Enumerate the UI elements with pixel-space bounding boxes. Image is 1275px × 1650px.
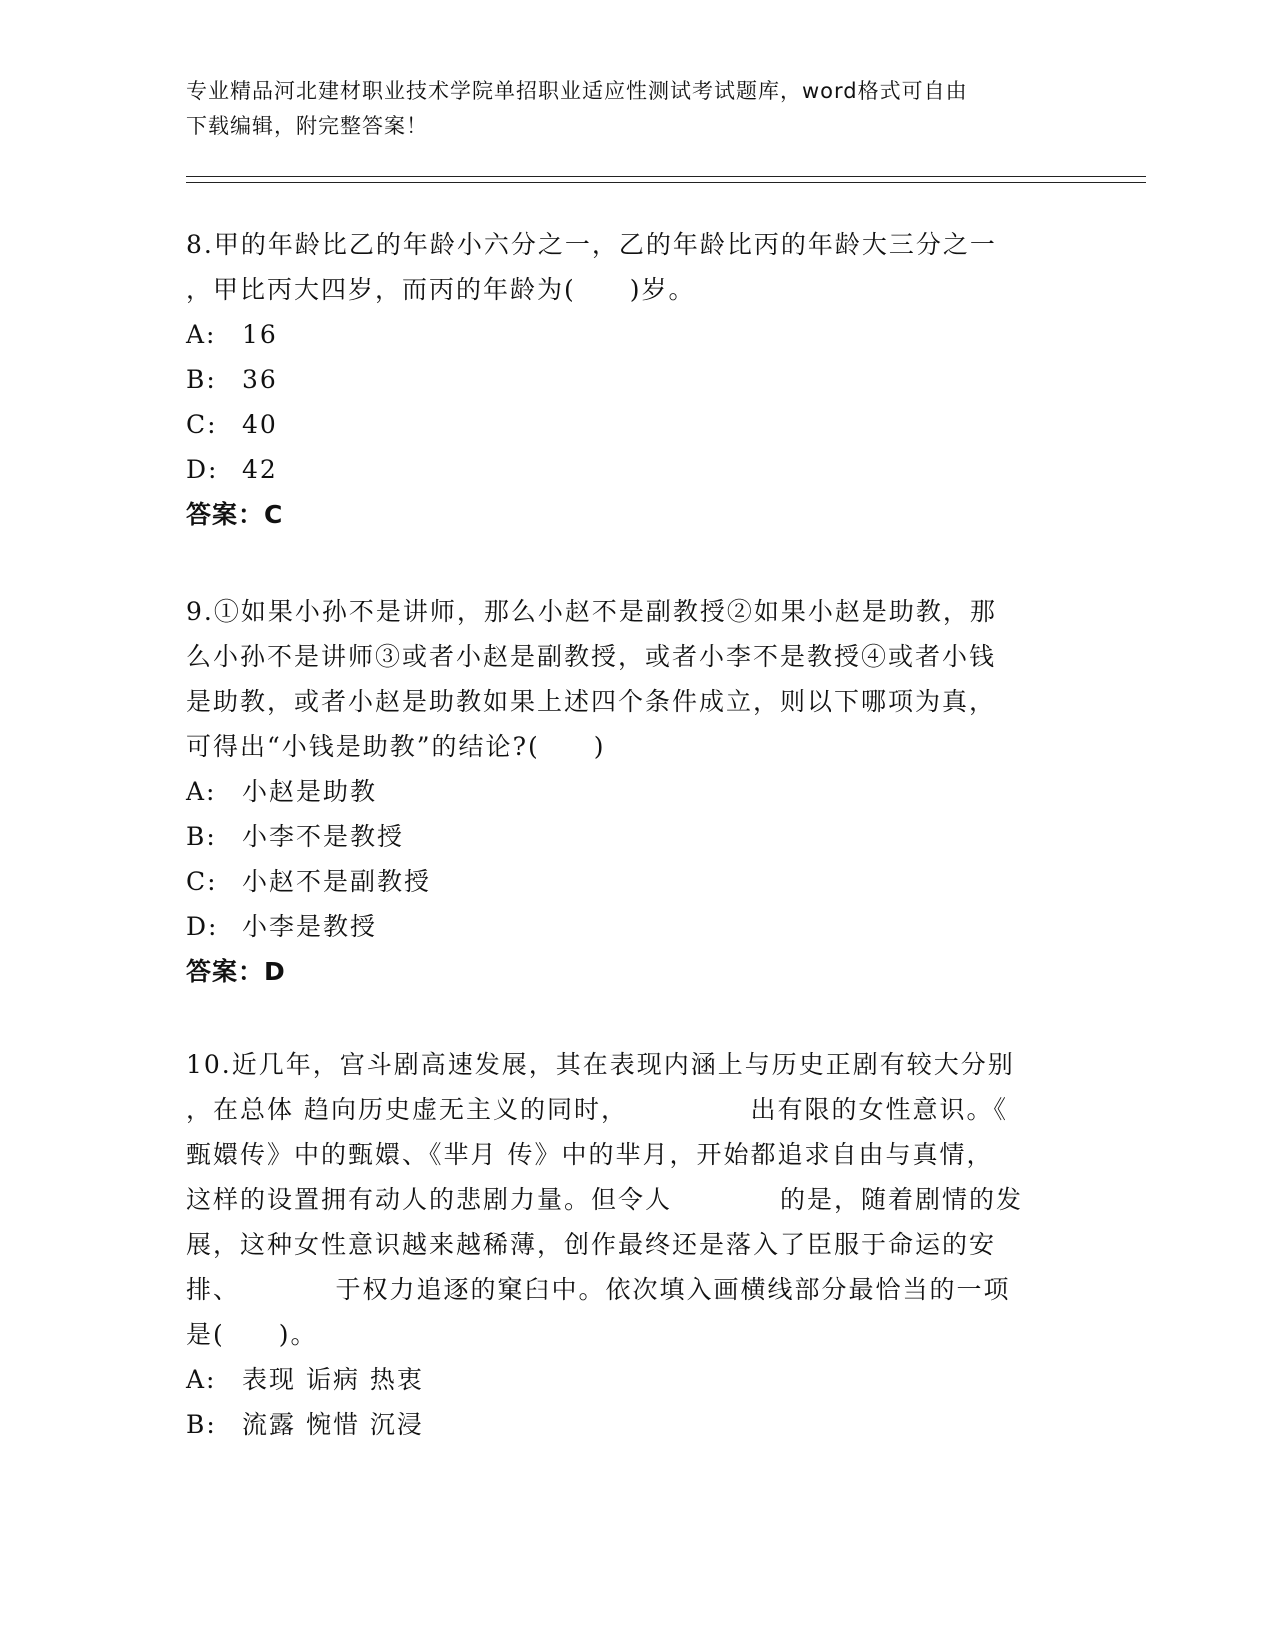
option-text: 40	[242, 410, 278, 439]
question-10-line-2: ，在总体 趋向历史虚无主义的同时， 出有限的女性意识。《	[186, 1095, 1008, 1124]
question-9-option-b	[186, 814, 1066, 859]
question-9-line-1: 9.①如果小孙不是讲师，那么小赵不是副教授②如果小赵是助教，那	[186, 597, 997, 626]
option-text: 小李不是教授	[242, 822, 405, 851]
option-text: 小赵不是副教授	[242, 867, 432, 896]
option-letter: C:	[186, 867, 218, 896]
question-9	[186, 589, 1066, 994]
option-letter: B:	[186, 1410, 217, 1439]
question-10-line-5: 展，这种女性意识越来越稀薄，创作最终还是落入了臣服于命运的安	[186, 1230, 997, 1259]
option-text: 流露 惋惜 沉浸	[242, 1410, 424, 1439]
option-text: 36	[242, 365, 278, 394]
question-10	[186, 1042, 1066, 1447]
question-10-line-6: 排、 于权力追逐的窠臼中。依次填入画横线部分最恰当的一项	[186, 1275, 1011, 1304]
question-8-option-c	[186, 402, 1066, 447]
option-text: 小李是教授	[242, 912, 378, 941]
question-9-option-a	[186, 769, 1066, 814]
question-9-option-c	[186, 859, 1066, 904]
option-letter: B:	[186, 365, 217, 394]
question-9-line-3: 是助教，或者小赵是助教如果上述四个条件成立，则以下哪项为真，	[186, 687, 997, 716]
document-header	[186, 74, 1066, 144]
option-letter: D:	[186, 912, 219, 941]
question-8-answer: 答案：C	[186, 500, 284, 529]
question-9-answer: 答案：D	[186, 957, 286, 986]
question-8-option-d	[186, 447, 1066, 492]
question-8-option-a	[186, 312, 1066, 357]
question-10-option-a	[186, 1357, 1066, 1402]
option-text: 小赵是助教	[242, 777, 378, 806]
option-letter: C:	[186, 410, 218, 439]
question-10-line-7: 是( )。	[186, 1320, 318, 1349]
header-line-2: 下载编辑，附完整答案！	[186, 114, 428, 138]
question-10-line-1: 10.近几年，宫斗剧高速发展，其在表现内涵上与历史正剧有较大分别	[186, 1050, 1015, 1079]
option-text: 16	[242, 320, 278, 349]
option-letter: D:	[186, 455, 219, 484]
question-9-line-2: 么小孙不是讲师③或者小赵是副教授，或者小李不是教授④或者小钱	[186, 642, 997, 671]
question-8-line-2: ，甲比丙大四岁，而丙的年龄为( )岁。	[186, 275, 696, 304]
option-letter: A:	[186, 777, 217, 806]
question-10-line-4: 这样的设置拥有动人的悲剧力量。但令人 的是，随着剧情的发	[186, 1185, 1024, 1214]
question-9-option-d	[186, 904, 1066, 949]
header-line-1: 专业精品河北建材职业技术学院单招职业适应性测试考试题库，word格式可自由	[186, 79, 968, 103]
question-8-option-b	[186, 357, 1066, 402]
header-divider	[186, 176, 1146, 183]
question-10-option-b	[186, 1402, 1066, 1447]
option-text: 表现 诟病 热衷	[242, 1365, 424, 1394]
option-letter: A:	[186, 320, 217, 349]
option-letter: A:	[186, 1365, 217, 1394]
question-8	[186, 222, 1066, 537]
option-letter: B:	[186, 822, 217, 851]
question-8-line-1: 8.甲的年龄比乙的年龄小六分之一，乙的年龄比丙的年龄大三分之一	[186, 230, 997, 259]
question-10-line-3: 甄嬛传》中的甄嬛、《芈月 传》中的芈月，开始都追求自由与真情，	[186, 1140, 994, 1169]
option-text: 42	[242, 455, 278, 484]
question-9-line-4: 可得出“小钱是助教”的结论?( )	[186, 732, 606, 761]
